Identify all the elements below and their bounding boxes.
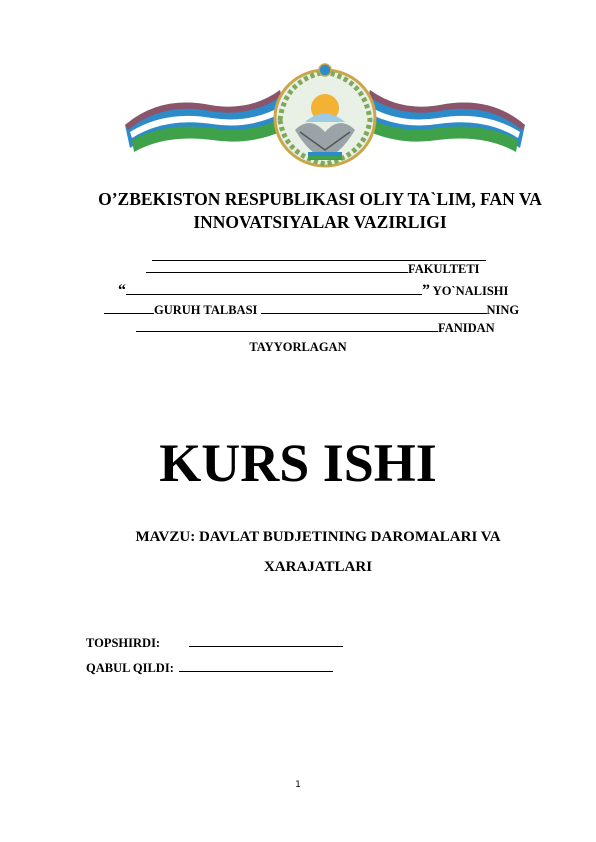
- ministry-title: O’ZBEKISTON RESPUBLIKASI OLIY TA`LIM, FAN VA INNOVATSIYALAR VAZIRLIGI: [98, 189, 542, 232]
- open-quote: “: [118, 282, 126, 299]
- direction-line: [118, 282, 508, 300]
- direction-blank[interactable]: [126, 293, 422, 295]
- group-label: GURUH TALBASI: [154, 303, 258, 317]
- accepted-line: [86, 661, 333, 676]
- faculty-label: FAKULTETI: [408, 262, 480, 276]
- subject-label: FANIDAN: [438, 321, 495, 335]
- submitted-label: TOPSHIRDI:: [86, 636, 161, 650]
- close-quote: ”: [422, 282, 430, 299]
- ribbon-left: [125, 90, 285, 152]
- student-name-blank[interactable]: [261, 312, 487, 314]
- faculty-line: [146, 262, 480, 277]
- subject-line: [136, 321, 495, 336]
- submitted-blank[interactable]: [189, 645, 343, 647]
- document-title: KURS ISHI: [159, 433, 437, 493]
- ribbon-right: [365, 90, 525, 152]
- state-emblem: [120, 60, 530, 170]
- topic: MAVZU: DAVLAT BUDJETINING DAROMALARI VA XARAJATLARI: [135, 529, 501, 575]
- group-blank[interactable]: [104, 312, 154, 314]
- ning-label: NING: [486, 303, 520, 317]
- blank-field[interactable]: [152, 259, 486, 261]
- crest: [275, 64, 375, 166]
- prepared-label: TAYYORLAGAN: [249, 340, 347, 354]
- subject-blank[interactable]: [136, 330, 438, 332]
- submitted-line: [86, 636, 343, 651]
- group-line: [104, 303, 519, 318]
- faculty-blank[interactable]: [146, 271, 408, 273]
- accepted-label: QABUL QILDI:: [86, 661, 174, 675]
- direction-label: YO`NALISHI: [432, 284, 509, 298]
- accepted-blank[interactable]: [179, 670, 333, 672]
- page-number: 1: [295, 780, 301, 790]
